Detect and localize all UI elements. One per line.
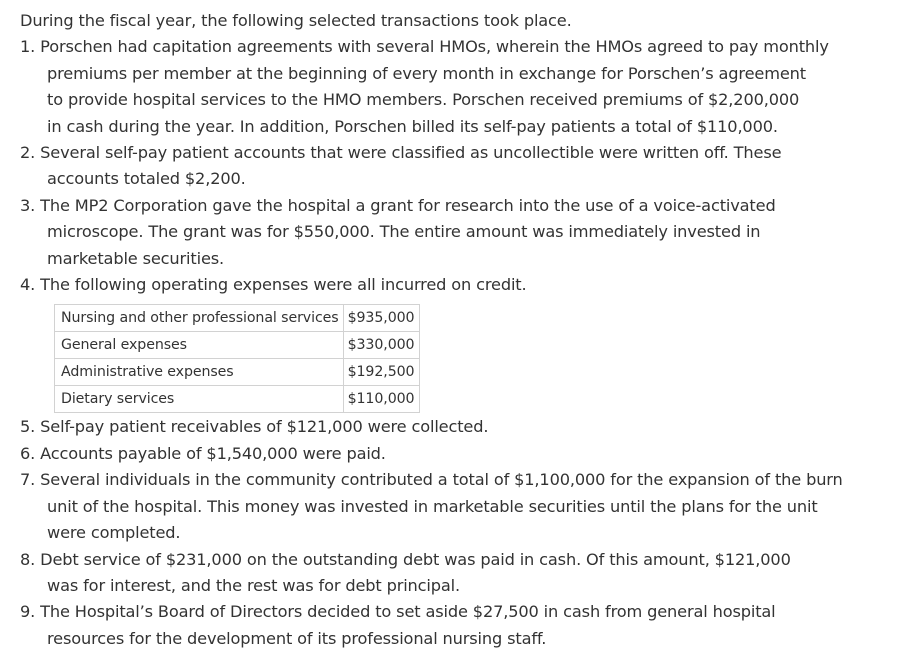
item-text-line: The following operating expenses were all incurred on credit. — [40, 275, 527, 295]
item-number: 5. — [20, 417, 36, 437]
item-text-line: microscope. The grant was for $550,000. The entire amount was immediately invested in — [47, 222, 761, 242]
item-first-line — [20, 272, 890, 298]
item-number: 7. — [20, 470, 36, 490]
transaction-item-8 — [20, 547, 890, 600]
item-first-line — [20, 140, 890, 166]
item-text-line: Several self-pay patient accounts that were classified as uncollectible were written off. These — [40, 143, 782, 163]
transaction-item-2 — [20, 140, 890, 193]
item-first-line — [20, 599, 890, 625]
table-row — [55, 332, 420, 359]
expense-label: Dietary services — [55, 386, 344, 413]
transaction-item-5 — [20, 414, 890, 440]
transaction-item-4 — [20, 272, 890, 413]
expense-label: General expenses — [55, 332, 344, 359]
table-row — [55, 386, 420, 413]
transaction-item-1 — [20, 34, 890, 140]
table-row — [55, 305, 420, 332]
item-first-line — [20, 34, 890, 60]
item-first-line — [20, 467, 890, 493]
item-number: 9. — [20, 602, 36, 622]
item-text-line: resources for the development of its professional nursing staff. — [47, 628, 547, 648]
item-number: 1. — [20, 37, 36, 57]
transaction-item-7 — [20, 467, 890, 546]
item-text-line: unit of the hospital. This money was invested in marketable securities until the plans for the unit — [47, 496, 818, 516]
item-number: 3. — [20, 195, 36, 215]
item-number: 8. — [20, 549, 36, 569]
item-number: 4. — [20, 275, 36, 295]
item-text-line: was for interest, and the rest was for debt principal. — [47, 575, 460, 595]
expense-amount: $192,500 — [343, 359, 420, 386]
item-text-line: in cash during the year. In addition, Porschen billed its self-pay patients a total of $110,000. — [47, 116, 778, 136]
item-first-line — [20, 193, 890, 219]
item-text-line: Self-pay patient receivables of $121,000 were collected. — [40, 417, 489, 437]
expense-label: Administrative expenses — [55, 359, 344, 386]
item-text-line: Several individuals in the community contributed a total of $1,100,000 for the expansion of the burn — [40, 470, 843, 490]
item-text-line: to provide hospital services to the HMO members. Porschen received premiums of $2,200,000 — [47, 90, 800, 110]
item-text-line: accounts totaled $2,200. — [47, 169, 246, 189]
item-text-line: marketable securities. — [47, 248, 225, 268]
expense-amount: $935,000 — [343, 305, 420, 332]
expense-amount: $330,000 — [343, 332, 420, 359]
expenses-table — [54, 304, 420, 413]
table-row — [55, 359, 420, 386]
item-text-line: The MP2 Corporation gave the hospital a grant for research into the use of a voice-activated — [40, 195, 776, 215]
item-text-line: premiums per member at the beginning of every month in exchange for Porschen’s agreement — [47, 63, 806, 83]
transaction-item-9 — [20, 599, 890, 652]
item-text-line: The Hospital’s Board of Directors decided to set aside $27,500 in cash from general hospital — [40, 602, 776, 622]
intro-text: During the fiscal year, the following selected transactions took place. — [20, 11, 572, 30]
item-text-line: Porschen had capitation agreements with several HMOs, wherein the HMOs agreed to pay monthly — [40, 37, 829, 57]
expense-amount: $110,000 — [343, 386, 420, 413]
transaction-item-6 — [20, 441, 890, 467]
item-first-line — [20, 547, 890, 573]
item-text-line: Accounts payable of $1,540,000 were paid. — [40, 443, 386, 463]
item-text-line: were completed. — [47, 523, 181, 543]
item-first-line — [20, 414, 890, 440]
item-first-line — [20, 441, 890, 467]
expense-label: Nursing and other professional services — [55, 305, 344, 332]
transaction-item-3 — [20, 193, 890, 272]
item-text-line: Debt service of $231,000 on the outstanding debt was paid in cash. Of this amount, $121,000 — [40, 549, 791, 569]
item-number: 6. — [20, 443, 36, 463]
item-number: 2. — [20, 143, 36, 163]
transaction-list — [20, 34, 890, 652]
